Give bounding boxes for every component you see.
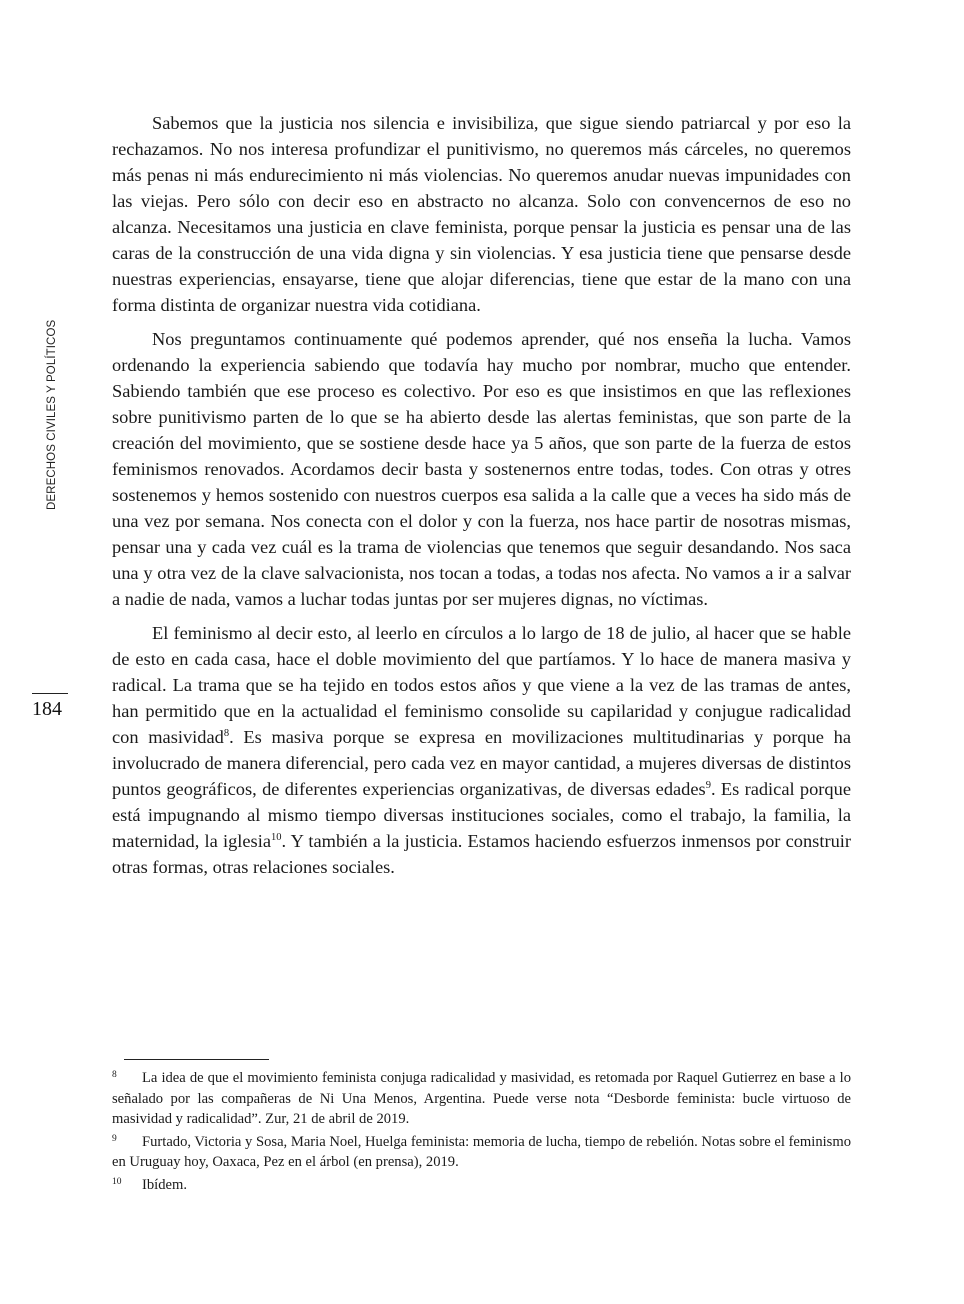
footnote-number: 9 (112, 1133, 117, 1144)
footnote-ref-10[interactable]: 10 (270, 831, 282, 843)
main-body-text (112, 110, 851, 888)
footnote-text: La idea de que el movimiento feminista conjuga radicalidad y masividad, es retomada por Raquel Gutierrez en base a lo señalado por las compañeras de Ni Una Menos, Argentina. Puede verse nota “Desborde feminista: bucle virtuoso de masividad y radicalidad”. Zur, 21 de abril de 2019. (112, 1070, 851, 1128)
paragraph-3-part-3: . Es radical porque está impugnando al mismo tiempo diversas instituciones sociales, como el trabajo, la familia, la maternidad, la iglesia (112, 779, 851, 851)
footnote-separator (124, 1059, 269, 1060)
page-number-rule (32, 693, 68, 694)
footnote-number: 10 (112, 1176, 122, 1187)
footnote-10 (112, 1175, 851, 1196)
paragraph-1: Sabemos que la justicia nos silencia e invisibiliza, que sigue siendo patriarcal y por eso la rechazamos. No nos interesa profundizar el punitivismo, no queremos más cárceles, no queremos más penas ni más endurecimiento ni más violencias. No queremos anudar nuevas impunidades con las viejas. Pero sólo con decir eso en abstracto no alcanza. Solo con convencernos de eso no alcanza. Necesitamos una justicia en clave feminista, porque pensar la justicia es pensar una de las caras de la construcción de una vida digna y sin violencias. Y esa justicia tiene que pensarse desde nuestras experiencias, ensayarse, tiene que alojar diferencias, tiene que estar de la mano con una forma distinta de organizar nuestra vida cotidiana. (112, 113, 851, 315)
footnote-number: 8 (112, 1070, 117, 1080)
paragraph-3-part-4: . Y también a la justicia. Estamos haciendo esfuerzos inmensos por construir otras formas, otras relaciones sociales. (112, 831, 851, 877)
footnote-ref-8[interactable]: 8 (223, 727, 230, 739)
footnote-ref-9[interactable]: 9 (705, 779, 711, 791)
paragraph-3-part-1: El feminismo al decir esto, al leerlo en círculos a lo largo de 18 de julio, al hacer que se hable de esto en cada casa, hace el doble movimiento del que partíamos. Y lo hace de manera masiva y radical. La trama que se ha tejido en todos estos años y que viene a la vez de las tramas de antes, han permitido que en la actualidad el feminismo consolide su capilaridad y conjugue radicalidad con masividad (112, 623, 851, 747)
running-section-label: DERECHOS CIVILES Y POLÍTICOS (46, 319, 58, 510)
footnote-8 (112, 1068, 851, 1130)
footnote-text: Furtado, Victoria y Sosa, Maria Noel, Huelga feminista: memoria de lucha, tiempo de rebelión. Notas sobre el feminismo en Uruguay hoy, Oaxaca, Pez en el árbol (en prensa), 2019. (112, 1133, 851, 1171)
footnotes (112, 1068, 851, 1198)
paragraph-2: Nos preguntamos continuamente qué podemos aprender, qué nos enseña la lucha. Vamos ordenando la experiencia sabiendo que todavía hay mucho por nombrar, mucho que entender. Sabiendo también que ese proceso es colectivo. Por eso es que insistimos en que las reflexiones sobre punitivismo parten de lo que se ha abierto desde las alertas feministas, que son parte de la creación del movimiento, que se sostiene desde hace ya 5 años, que son parte de la fuerza de estos feminismos renovados. Acordamos decir basta y sostenernos entre todas, todes. Con otras y otres sostenemos y hemos sostenido con nuestros cuerpos esa salida a la calle que a veces ha sido más de una vez por semana. Nos conecta con el dolor y con la fuerza, nos hace partir de nosotras mismas, pensar una y cada vez cuál es la trama de violencias que tenemos que seguir desandando. Nos saca una y otra vez de la clave salvacionista, nos tocan a todas, a todas nos afecta. No vamos a ir a salvar a nadie de nada, vamos a luchar todas juntas por ser mujeres dignas, no víctimas. (112, 329, 851, 609)
page-number: 184 (32, 698, 62, 720)
paragraph-3 (112, 620, 851, 880)
footnote-text: Ibídem. (142, 1176, 187, 1193)
footnote-9 (112, 1132, 851, 1173)
paragraph-3-part-2: . Es masiva porque se expresa en movilizaciones multitudinarias y porque ha involucrado de manera diferencial, pero cada vez en mayor cantidad, a mujeres diversas de distintos puntos geográficos, de diferentes experiencias organizativas, de diversas edades (112, 727, 851, 799)
